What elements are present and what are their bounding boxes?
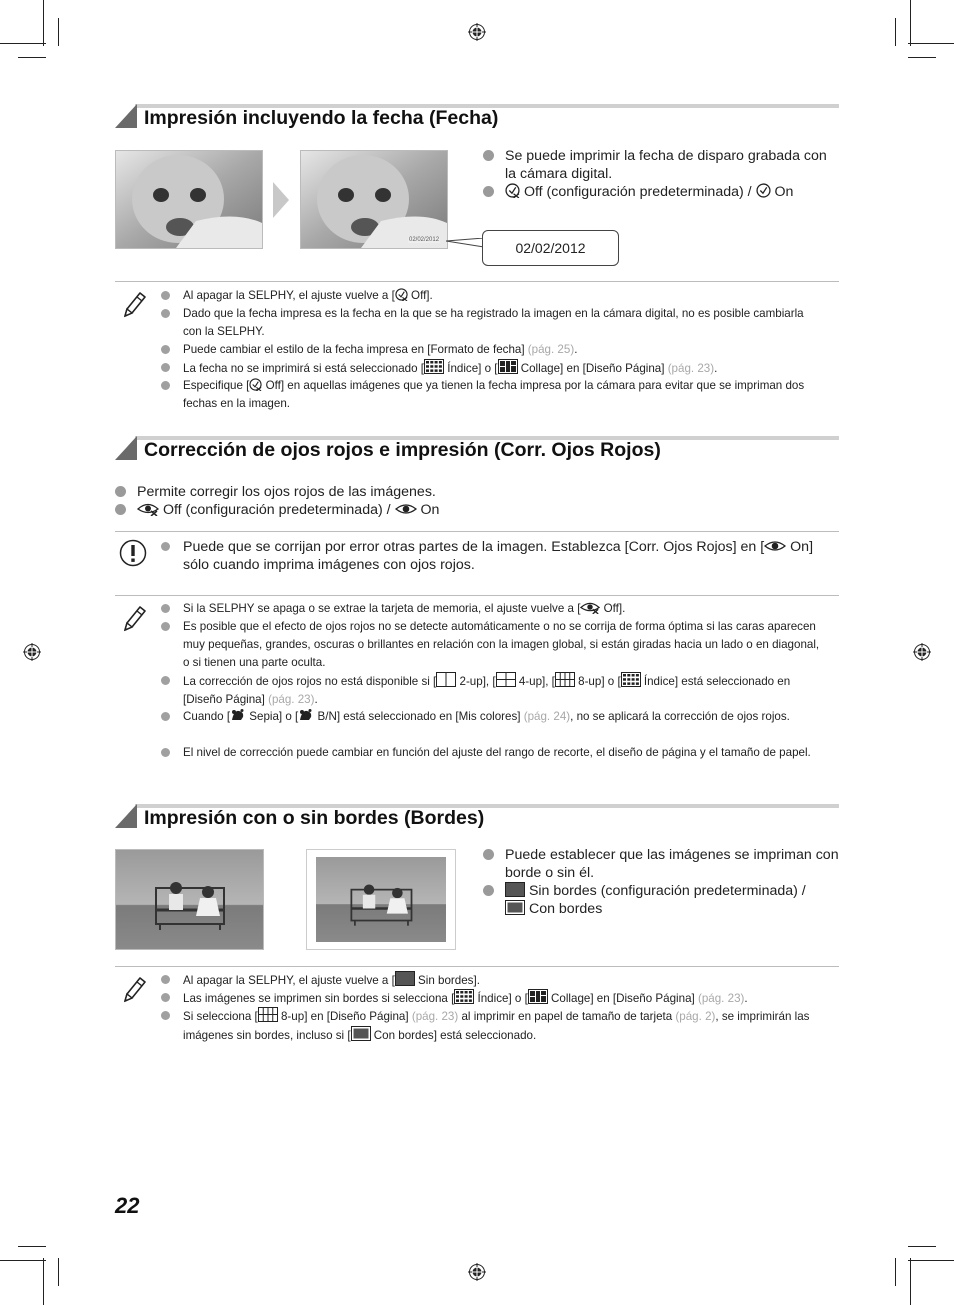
section-title: Corrección de ojos rojos e impresión (Corr. Ojos Rojos) [144, 439, 661, 461]
date-on-label: On [774, 184, 794, 200]
baby-photo-before [115, 150, 263, 249]
page-number: 22 [115, 1193, 140, 1218]
sepia-icon [230, 708, 246, 722]
registration-mark-icon [913, 643, 931, 661]
four-up-icon [496, 672, 516, 687]
registration-mark-icon [468, 23, 486, 41]
section-title: Impresión con o sin bordes (Bordes) [144, 807, 485, 829]
note-box-fecha: Al apagar la SELPHY, el ajuste vuelve a [ Off]. Dado que la fecha impresa es la fecha en la que se ha registrado la imagen en la cámara digital, no es posible cambiarla con la SELPHY. Puede cambiar el estilo de la fecha impresa en [Formato de fecha] (pág. 25). La fecha no se imprimirá si está seleccionado [ Índice] o [ Collage] en [Diseño Página] (pág. 23). Especifique [ Off] en aquellas imágenes que ya tienen la fecha impresa por la cámara para evitar que se impriman dos fechas en la imagen. [115, 281, 839, 417]
eight-up-icon [555, 672, 575, 687]
page-ref: (pág. 24) [523, 710, 571, 723]
pencil-icon [121, 604, 147, 634]
section-heading-fecha [115, 104, 839, 130]
section-title: Impresión incluyendo la fecha (Fecha) [144, 107, 499, 129]
arrow-right-icon [273, 182, 289, 218]
page-ref: (pág. 23) [697, 992, 745, 1005]
bordered-icon [505, 900, 525, 915]
pencil-icon [121, 975, 147, 1005]
red-eye-on-icon [395, 502, 417, 516]
pencil-icon [121, 290, 147, 320]
borderless-icon [505, 882, 525, 897]
kids-photo-bordered [306, 849, 456, 950]
date-off-icon [249, 378, 262, 391]
date-off-label: Off (configuración predeterminada) / [523, 184, 756, 200]
eight-up-icon [258, 1007, 278, 1022]
red-eye-on-icon [764, 539, 786, 553]
section-heading-bordes [115, 804, 839, 830]
bordered-icon [351, 1026, 371, 1041]
note-box-bordes: Al apagar la SELPHY, el ajuste vuelve a [ Sin bordes]. Las imágenes se imprimen sin bordes si selecciona [ Índice] o [ Collage] en [Diseño Página] (pág. 23). Si selecciona [ 8-up] en [Diseño Página] (pág. 23) al imprimir en papel de tamaño de tarjeta (pág. 2), se imprimirán las imágenes sin bordes, incluso si [ Con bordes] está seleccionado. [115, 966, 839, 1047]
kids-photo-borderless [115, 849, 264, 950]
date-off-icon [505, 183, 520, 198]
callout-pointer [446, 238, 486, 250]
page-ref: (pág. 23) [268, 693, 315, 706]
note-box-ojos: Si la SELPHY se apaga o se extrae la tarjeta de memoria, el ajuste vuelve a [ Off]. Es posible que el efecto de ojos rojos no se detecte automáticamente o no se corrija de forma óptima si las caras aparecen muy pequeñas, grandes, oscuras o brillantes en relación con la imagen global, si están giradas hacia un lado o en diagonal, o si tienen una parte oculta. La corrección de ojos rojos no está disponible si [ 2-up], [ 4-up], [ 8-up] o [ Índice] está seleccionado en [Diseño Página] (pág. 23). Cuando [ Sepia] o [ B/N] está seleccionado en [Mis colores] (pág. 24), no se aplicará la corrección de ojos rojos. El nivel de corrección puede cambiar en función del ajuste del rango de recorte, el diseño de página y el tamaño de papel. [115, 595, 839, 786]
bullet-text: Se puede imprimir la fecha de disparo grabada con la cámara digital. [505, 148, 827, 182]
black-white-icon [298, 708, 314, 722]
index-layout-icon [454, 989, 474, 1004]
index-layout-icon [621, 672, 641, 687]
borderless-icon [395, 971, 415, 986]
baby-photo-with-date [300, 150, 448, 249]
section-heading-ojos [115, 436, 839, 462]
index-layout-icon [424, 359, 444, 374]
date-off-icon [395, 288, 408, 301]
caution-box: Puede que se corrijan por error otras partes de la imagen. Establezca [Corr. Ojos Rojos] en [ On] sólo cuando imprima imágenes con ojos rojos. [115, 531, 839, 582]
bullet-dot [483, 186, 494, 197]
two-up-icon [436, 672, 456, 687]
page-ref: (pág. 23) [667, 362, 715, 375]
page-ref: (pág. 23) [411, 1010, 459, 1023]
heading-triangle-icon [115, 436, 137, 460]
red-eye-off-icon [580, 601, 600, 614]
date-on-icon [756, 183, 771, 198]
heading-triangle-icon [115, 104, 137, 128]
collage-layout-icon [528, 989, 548, 1004]
exclamation-icon [119, 539, 147, 567]
page-ref: (pág. 25) [527, 343, 575, 356]
date-callout: 02/02/2012 [482, 230, 619, 266]
bullet-dot [483, 150, 494, 161]
red-eye-off-icon [137, 502, 159, 516]
page-ref: (pág. 2) [675, 1010, 716, 1023]
registration-mark-icon [23, 643, 41, 661]
heading-triangle-icon [115, 804, 137, 828]
collage-layout-icon [498, 359, 518, 374]
registration-mark-icon [468, 1263, 486, 1281]
date-stamp: 02/02/2012 [409, 237, 440, 243]
